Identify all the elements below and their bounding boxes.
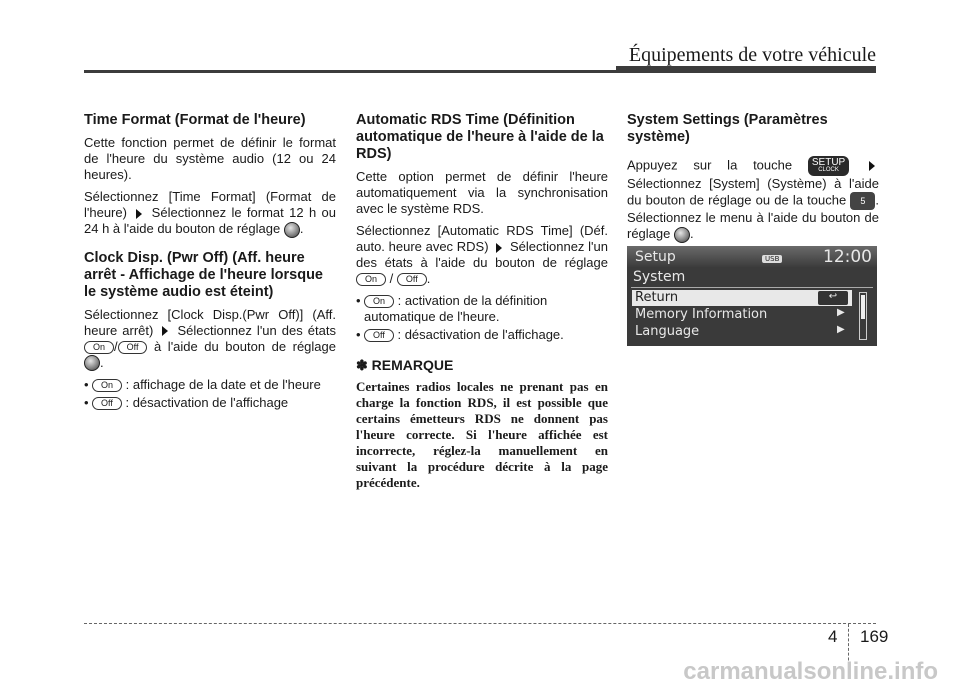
heading-system-settings: System Settings (Paramètres système) <box>627 112 828 145</box>
header-title: Équipements de votre véhicule <box>628 44 876 66</box>
screen-clock: 12:00 <box>823 247 872 267</box>
screen-title: Setup <box>635 249 676 265</box>
arrow-right-icon <box>136 209 142 219</box>
off-button: Off <box>118 341 148 354</box>
chapter-number: 4 <box>828 627 838 646</box>
on-button: On <box>92 379 122 392</box>
tune-knob-icon <box>84 355 100 371</box>
tune-knob-icon <box>674 227 690 243</box>
usb-badge: USB <box>762 255 782 263</box>
on-button: On <box>364 295 394 308</box>
menu-item-memory-information: Memory Information ▶ <box>635 307 845 322</box>
watermark: carmanualsonline.info <box>683 658 938 685</box>
on-button: On <box>84 341 114 354</box>
heading-rds-time: Automatic RDS Time (Définition automatique de l'heure à l'aide de la RDS) <box>356 112 604 162</box>
screen-subtitle: System <box>633 269 686 285</box>
chevron-right-icon: ▶ <box>837 307 845 318</box>
paragraph: Sélectionnez [Time Format] (Format de l'heure) Sélectionnez le format 12 h ou 24 h à l'aide du bouton de réglage . <box>84 189 336 236</box>
heading-clock-disp: Clock Disp. (Pwr Off) (Aff. heure arrêt - Affichage de l'heure lorsque le système audio est éteint) <box>84 249 323 300</box>
off-button: Off <box>92 397 122 410</box>
divider <box>631 287 873 288</box>
off-button: Off <box>364 329 394 342</box>
note-body: Certaines radios locales ne prenant pas en charge la fonction RDS, il est possible que certains émetteurs RDS ne donnent pas l'heure correcte. Si l'heure affichée est incorrecte, réglez-la manuellement en suivant la procédure décrite à la page précédente. <box>356 379 608 490</box>
page-number: 169 <box>860 627 889 646</box>
header-rule <box>84 70 876 73</box>
arrow-right-icon <box>162 326 168 336</box>
list-item: • Off : désactivation de l'affichage. <box>356 327 564 342</box>
paragraph: Cette fonction permet de définir le format de l'heure du système audio (12 ou 24 heures). <box>84 135 336 182</box>
paragraph: Sélectionnez [Automatic RDS Time] (Déf. auto. heure avec RDS) Sélectionnez l'un des états à l'aide du bouton de réglage On / Off . <box>356 223 608 286</box>
on-button: On <box>356 273 386 286</box>
off-button: Off <box>397 273 427 286</box>
paragraph: Cette option permet de définir l'heure automatiquement via la synchronisation avec le système RDS. <box>356 169 608 216</box>
column-system-settings <box>627 112 879 249</box>
list-item: • On : activation de la définition automatique de l'heure. <box>356 293 548 324</box>
setup-clock-button: SETUP CLOCK <box>808 156 849 176</box>
column-rds-time <box>356 112 608 491</box>
arrow-right-icon <box>869 161 875 171</box>
menu-item-return: Return ↩ <box>632 290 852 306</box>
audio-screen-illustration <box>627 246 877 346</box>
column-time-format <box>84 112 336 413</box>
back-icon: ↩ <box>818 291 848 305</box>
heading-time-format: Time Format (Format de l'heure) <box>84 112 306 128</box>
paragraph: Appuyez sur la touche SETUP CLOCK Sélectionnez [System] (Système) à l'aide du bouton de réglage ou de la touche 5 . Sélectionnez le menu à l'aide du bouton de réglage . <box>627 157 879 241</box>
footer-rule <box>84 623 876 624</box>
list-item: • On : affichage de la date et de l'heure <box>84 377 321 393</box>
preset-5-button: 5 <box>850 192 875 210</box>
screen-scrollbar <box>859 292 867 340</box>
arrow-right-icon <box>496 243 502 253</box>
tune-knob-icon <box>284 222 300 238</box>
note-title: ✽ REMARQUE <box>356 357 454 373</box>
paragraph: Sélectionnez [Clock Disp.(Pwr Off)] (Aff. heure arrêt) Sélectionnez l'un des états On / Off à l'aide du bouton de réglage . <box>84 306 336 370</box>
chevron-right-icon: ▶ <box>837 324 845 335</box>
menu-item-language: Language ▶ <box>635 324 845 339</box>
list-item: • Off : désactivation de l'affichage <box>84 395 289 411</box>
